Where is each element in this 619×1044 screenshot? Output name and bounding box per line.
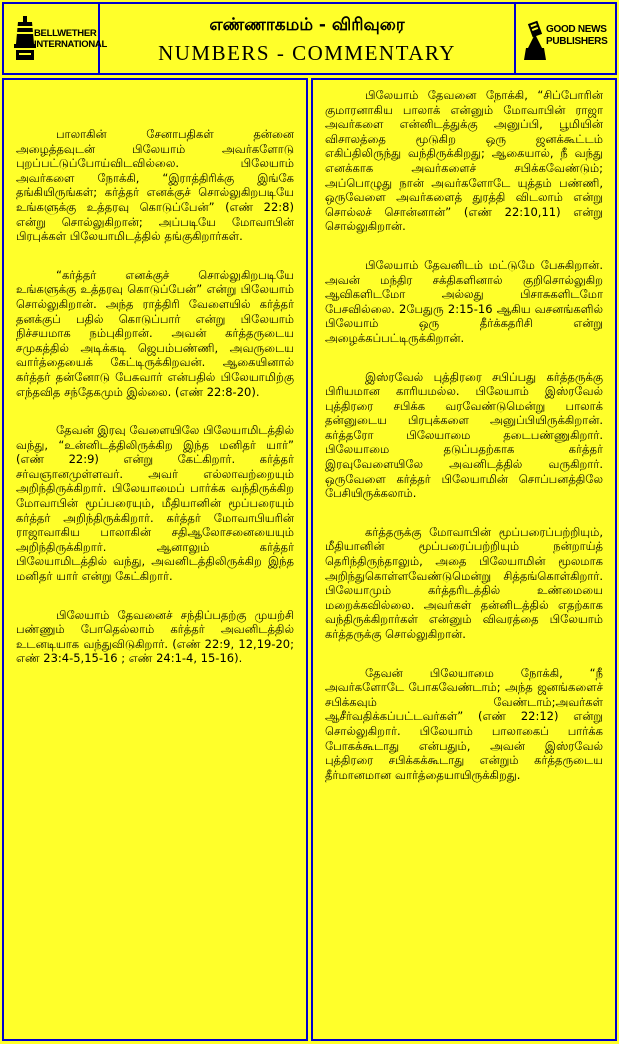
right-column (311, 78, 617, 1041)
paragraph: “கர்த்தர் எனக்குச் சொல்லுகிறபடியே உங்களுக்கு உத்தரவு கொடுப்பேன்” என்று பிலேயாம் சொல்லுகிறான். அந்த ராத்திரி வேளையில் கர்த்தர் தனக்குப் பதில் கொடுப்பார் என்று பிலேயாம் நிச்சயமாக நம்புகிறான். அவன் கர்த்தருடைய சமுகத்தில் அடிக்கடி ஜெபம்பண்ணி, அவருடைய வார்த்தையைக் கேட்டிருக்கிறவன். ஆகையினால் கர்த்தர் தன்னோடு பேசுவார் என்பதில் பிலேயாமிற்கு எந்தவித சந்தேகமும் இல்லை. (எண் 22:8-20). (16, 267, 294, 399)
paragraph: பிலேயாம் தேவனைச் சந்திப்பதற்கு முயற்சி பண்ணும் போதெல்லாம் கர்த்தர் அவனிடத்தில் உடனடியாக வந்துவிடுகிறார். (எண் 22:9, 12,19-20; எண் 23:4-5,15-16 ; எண் 24:1-4, 15-16). (16, 607, 294, 666)
left-logo-line1: BELLWETHER (34, 28, 97, 39)
right-logo (516, 4, 615, 73)
paragraph: பிலேயாம் தேவனிடம் மட்டுமே பேசுகிறான். அவன் மந்திர சக்திகளினால் குறிசொல்லுகிற ஆவிகளிடமோ அல்லது பிசாசுகளிடமோ பேசவில்லை. 2பேதுரு 2:15-16 ஆகிய வசனங்களில் பிலேயாம் ஒரு தீர்க்கதரிசி என்று அழைக்கப்பட்டிருக்கிறான். (325, 257, 603, 345)
paragraph: இஸ்ரவேல் புத்திரரை சபிப்பது கர்த்தருக்கு பிரியமான காரியமல்ல. பிலேயாம் இஸ்ரவேல் புத்திரரை சபிக்க வரவேண்டுமென்று பாலாக் தன்னுடைய பிரபுக்களை அனுப்பியிருக்கிறான். கர்த்தரோ பிலேயாமை தடைபண்ணுகிறார். பிலேயாமை தடுப்பதற்காக கர்த்தர் இரவுவேளையிலே அவனிடத்தில் வருகிறார். ஒருவேளை கர்த்தர் பிலேயாமின் சொப்பனத்திலே பேசியிருக்கலாம். (325, 369, 603, 501)
paragraph: பாலாகின் சேனாபதிகள் தன்னை அழைத்தவுடன் பிலேயாம் அவர்களோடு புறப்பட்டுப்போய்விடவில்லை. பிலேயாம் அவர்களை நோக்கி, “இராத்திரிக்கு இங்கே தங்கியிருங்கள்; கர்த்தர் எனக்குச் சொல்லுகிறபடியே உங்களுக்கு உத்தரவு கொடுப்பேன்” (எண் 22:8) என்று சொல்லுகிறான்; அப்படியே மோவாபின் பிரபுக்கள் பிலேயாமிடத்தில் தங்குகிறார்கள். (16, 127, 294, 244)
good-news-logo-icon (522, 14, 548, 62)
paragraph: தேவன் இரவு வேளையிலே பிலேயாமிடத்தில் வந்து, “உன்னிடத்திலிருக்கிற இந்த மனிதர் யார்” (எண் 22:9) என்று கேட்கிறார். கர்த்தர் சர்வஞானமுள்ளவர். அவர் எல்லாவற்றையும் அறிந்திருக்கிறார். பிலேயாமைப் பார்க்க வந்திருக்கிற மோவாபின் மூப்பரையும், மீதியானின் மூப்பரையும் கர்த்தர் அறிந்திருக்கிறார். கர்த்தர் மோவாபியரின் ராஜாவாகிய பாலாகின் சதிஆலோசனையையும் அறிந்திருக்கிறார். ஆனாலும் கர்த்தர் பிலேயாமிடத்தில் வந்து, அவனிடத்திலிருக்கிற இந்த மனிதர் யார் என்று கேட்கிறார். (16, 423, 294, 584)
left-logo (4, 4, 107, 73)
paragraph: கர்த்தருக்கு மோவாபின் மூப்பரைப்பற்றியும், மீதியானின் மூப்பரைப்பற்றியும் நன்றாய்த் தெரிந்திருந்தாலும், அதை பிலேயாமின் மூலமாக அறிந்துகொள்ளவேண்டுமென்று சித்தங்கொள்கிறார். பிலேயாமும் கர்த்தரிடத்தில் உண்மையை மறைக்கவில்லை. அவர்கள் தன்னிடத்தில் எதற்காக வந்திருக்கிறார்கள் என்னும் விவரத்தை பிலேயாம் கர்த்தருக்கு சொல்லுகிறான். (325, 524, 603, 641)
right-logo-line2: PUBLISHERS (546, 36, 608, 47)
title-box (100, 4, 516, 73)
paragraph: பிலேயாம் தேவனை நோக்கி, “சிப்போரின் குமாரனாகிய பாலாக் என்னும் மோவாபின் ராஜா அவர்களை என்னிடத்துக்கு அனுப்பி, பூமியின் விசாலத்தை மூடுகிற ஒரு ஜனக்கூட்டம் எகிப்திலிருந்து வந்திருக்கிறது; ஆகையால், நீ வந்து எனக்காக அவர்களைச் சபிக்கவேண்டும்; அப்பொழுது நான் அவர்களோடே யுத்தம் பண்ணி, ஒருவேளை அவர்களைத் துரத்தி விடலாம் என்று சொல்லச் சொன்னான்” (எண் 22:10,11) என்று சொல்லுகிறான். (325, 88, 603, 234)
right-logo-line1: GOOD NEWS (546, 24, 607, 35)
paragraph: தேவன் பிலேயாமை நோக்கி, “நீ அவர்களோடே போகவேண்டாம்; அந்த ஜனங்களைச் சபிக்கவும் வேண்டாம்;அவர்கள் ஆசீர்வதிக்கப்பட்டவர்கள்” (எண் 22:12) என்று சொல்லுகிறார். பிலேயாம் பாலாகைப் பார்க்க போகக்கூடாது என்பதும், அவன் இஸ்ரவேல் புத்திரரை சபிக்கக்கூடாது என்றும் கர்த்தருடைய தீர்மானமான வார்த்தையாயிருக்கிறது. (325, 665, 603, 782)
left-logo-line2: INTERNATIONAL (34, 39, 107, 50)
title-tamil: எண்ணாகமம் - விரிவுரை (209, 15, 405, 35)
left-column (2, 78, 308, 1041)
bellwether-logo-icon (14, 14, 36, 62)
page-header (2, 2, 617, 75)
title-english: NUMBERS - COMMENTARY (158, 41, 456, 65)
